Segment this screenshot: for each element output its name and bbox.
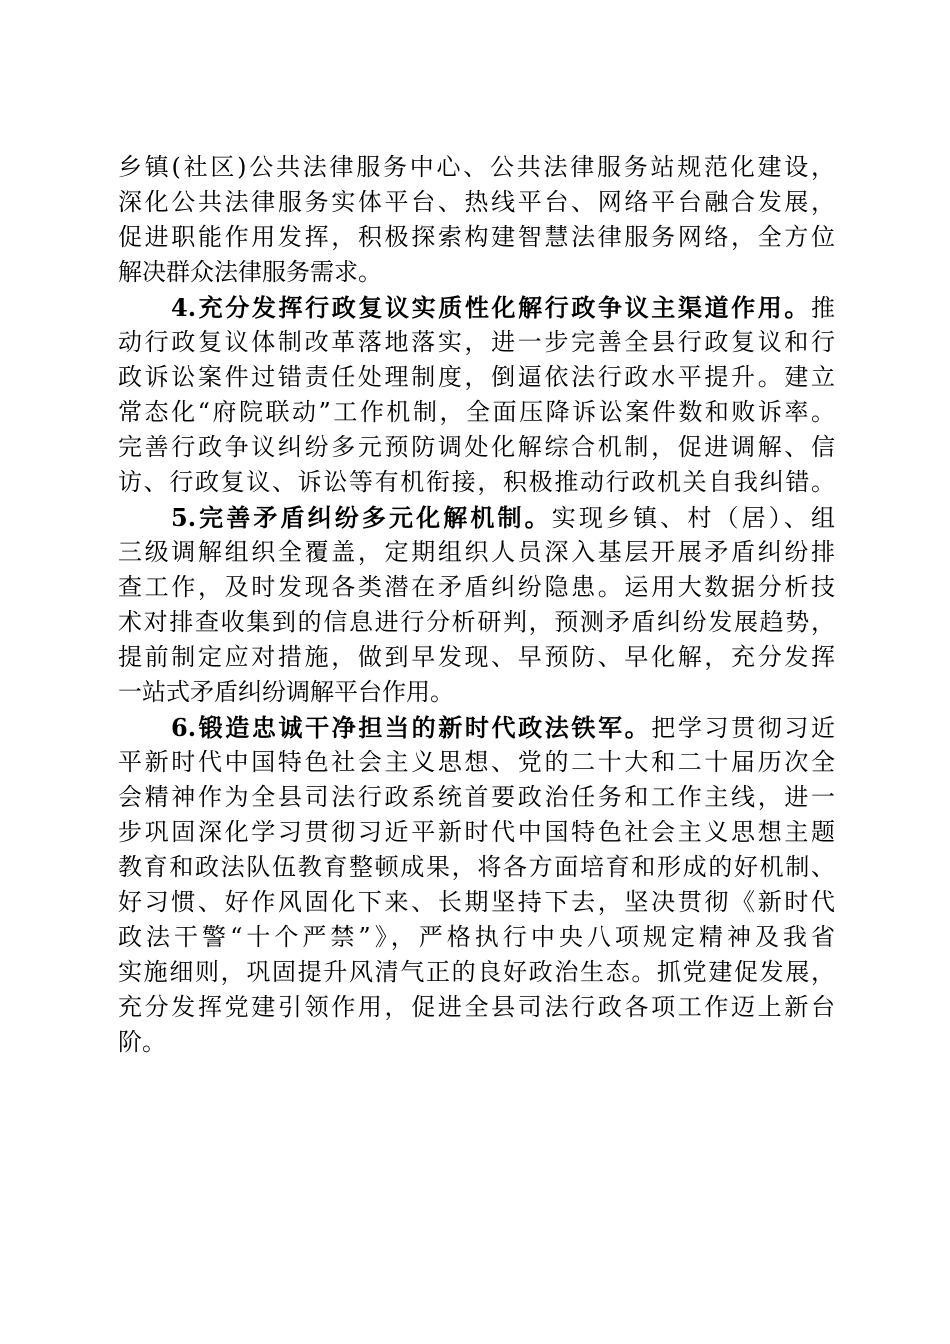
heading-lead-text: 实现乡镇、村（居）、组 [551,504,835,532]
section-heading: 6.锻造忠诚干净担当的新时代政法铁军。 [171,713,652,742]
text-line: 提前制定应对措施，做到早发现、早预防、早化解，充分发挥 [118,643,835,671]
text-line: 访、行政复议、诉讼等有机衔接，积极推动行政机关自我纠错。 [118,468,835,496]
heading-line [118,710,835,745]
text-line: 平新时代中国特色社会主义思想、党的二十大和二十届历次全 [118,748,835,776]
text-line: 政诉讼案件过错责任处理制度，倒逼依法行政水平提升。建立 [118,363,835,391]
text-line: 术对排查收集到的信息进行分析研判，预测矛盾纠纷发展趋势， [118,608,835,636]
text-line: 一站式矛盾纠纷调解平台作用。 [118,678,454,706]
text-line: 好习惯、好作风固化下来、长期坚持下去，坚决贯彻《新时代 [118,888,835,916]
text-line: 实施细则，巩固提升风清气正的良好政治生态。抓党建促发展， [118,958,835,986]
text-line: 常态化“府院联动”工作机制，全面压降诉讼案件数和败诉率。 [118,398,835,426]
paragraph-item-4 [118,290,835,500]
text-line: 阶。 [118,1028,166,1056]
heading-line [118,500,835,535]
section-heading: 5.完善矛盾纠纷多元化解机制。 [171,503,552,532]
text-line: 三级调解组织全覆盖，定期组织人员深入基层开展矛盾纠纷排 [118,538,835,566]
text-line: 会精神作为全县司法行政系统首要政治任务和工作主线，进一 [118,783,835,811]
text-line: 乡镇(社区)公共法律服务中心、公共法律服务站规范化建设， [118,153,835,181]
text-line: 深化公共法律服务实体平台、热线平台、网络平台融合发展， [118,188,835,216]
text-line: 政法干警“十个严禁”》，严格执行中央八项规定精神及我省 [118,923,835,951]
document-body [118,150,835,1060]
text-line: 充分发挥党建引领作用，促进全县司法行政各项工作迈上新台 [118,993,835,1021]
paragraph-continued [118,150,835,290]
heading-lead-text: 推 [811,294,835,322]
heading-lead-text: 把学习贯彻习近 [651,714,835,742]
text-line: 促进职能作用发挥，积极探索构建智慧法律服务网络，全方位 [118,223,835,251]
text-line: 查工作，及时发现各类潜在矛盾纠纷隐患。运用大数据分析技 [118,573,835,601]
paragraph-item-5 [118,500,835,710]
text-line: 教育和政法队伍教育整顿成果，将各方面培育和形成的好机制、 [118,853,835,881]
text-line: 解决群众法律服务需求。 [118,258,382,286]
text-line: 动行政复议体制改革落地落实，进一步完善全县行政复议和行 [118,328,835,356]
paragraph-item-6 [118,710,835,1060]
text-line: 步巩固深化学习贯彻习近平新时代中国特色社会主义思想主题 [118,818,835,846]
heading-line [118,290,835,325]
text-line: 完善行政争议纠纷多元预防调处化解综合机制，促进调解、信 [118,433,835,461]
section-heading: 4.充分发挥行政复议实质性化解行政争议主渠道作用。 [171,293,811,322]
